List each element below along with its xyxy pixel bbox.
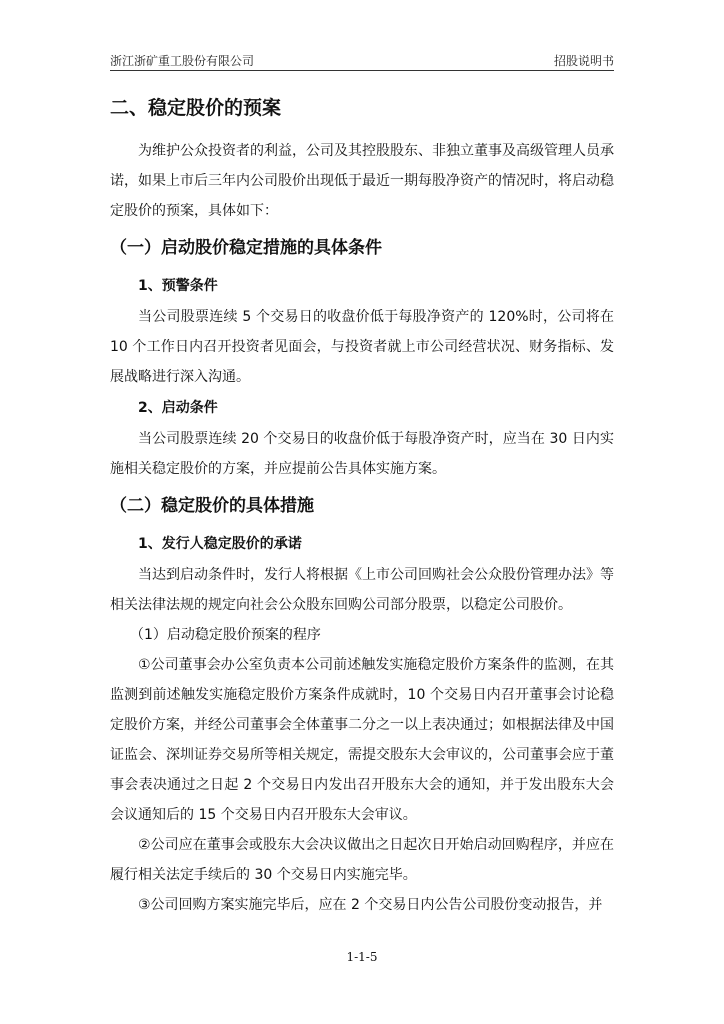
part1-title: （一）启动股价稳定措施的具体条件 xyxy=(110,238,382,258)
document-body xyxy=(110,88,614,920)
intro-paragraph: 为维护公众投资者的利益，公司及其控股股东、非独立董事及高级管理人员承诺，如果上市后三年内公司股价出现低于最近一期每股净资产的情况时，将启动稳定股价的预案，具体如下： xyxy=(110,143,614,219)
part2-paragraph-b: ②公司应在董事会或股东大会决议做出之日起次日开始启动回购程序，并应在履行相关法定手续后的 30 个交易日内实施完毕。 xyxy=(110,837,614,883)
part1-item1-text: 当公司股票连续 5 个交易日的收盘价低于每股净资产的 120%时，公司将在 10 个工作日内召开投资者见面会，与投资者就上市公司经营状况、财务指标、发展战略进行深入沟通。 xyxy=(110,309,614,385)
part2-item1-title: 1、发行人稳定股价的承诺 xyxy=(138,536,302,552)
part2-paragraph-a: ①公司董事会办公室负责本公司前述触发实施稳定股价方案条件的监测，在其监测到前述触发实施稳定股价方案条件成就时，10 个交易日内召开董事会讨论稳定股价方案，并经公司董事会全体董事二分之一以上表决通过；如根据法律及中国证监会、深圳证券交易所等相关规定，需提交股东大会审议的，公司董事会应于董事会表决通过之日起 2 个交易日内发出召开股东大会的通知，并于发出股东大会会议通知后的 15 个交易日内召开股东大会审议。 xyxy=(110,657,614,823)
header-company-name: 浙江浙矿重工股份有限公司 xyxy=(110,54,255,68)
part1-item2-title: 2、启动条件 xyxy=(138,400,218,416)
page-number: 1-1-5 xyxy=(346,950,378,964)
part2-paragraph-c: ③公司回购方案实施完毕后，应在 2 个交易日内公告公司股份变动报告，并 xyxy=(138,897,603,913)
part2-sub1-title: （1）启动稳定股价预案的程序 xyxy=(130,627,321,643)
header-document-type: 招股说明书 xyxy=(553,54,614,68)
part2-item1-text: 当达到启动条件时，发行人将根据《上市公司回购社会公众股份管理办法》等相关法律法规的规定向社会公众股东回购公司部分股票，以稳定公司股价。 xyxy=(110,567,614,613)
section-title: 二、稳定股价的预案 xyxy=(110,97,282,119)
page-header xyxy=(110,50,614,71)
part1-item1-title: 1、预警条件 xyxy=(138,278,218,294)
part1-item2-text: 当公司股票连续 20 个交易日的收盘价低于每股净资产时，应当在 30 日内实施相关稳定股价的方案，并应提前公告具体实施方案。 xyxy=(110,431,614,477)
part2-title: （二）稳定股价的具体措施 xyxy=(110,496,314,516)
